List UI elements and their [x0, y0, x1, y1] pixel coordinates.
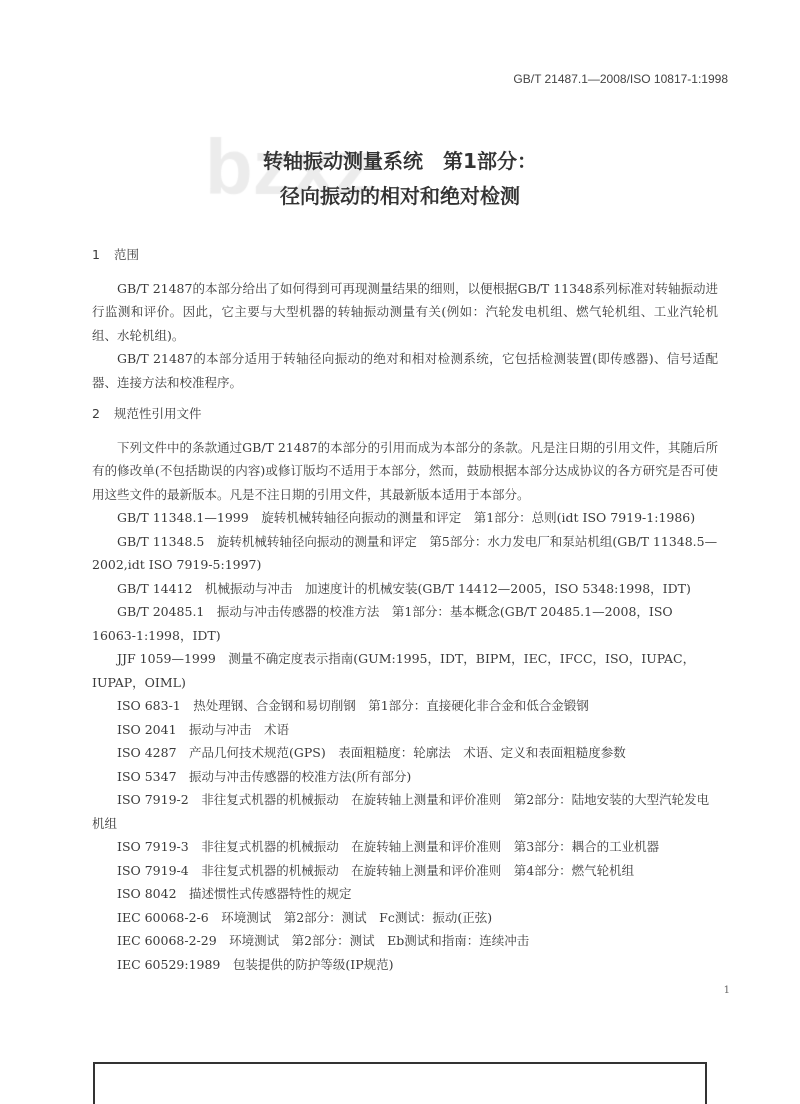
reference-item: JJF 1059—1999 测量不确定度表示指南(GUM:1995，IDT，BIPM，IEC，IFCC，ISO，IUPAC，IUPAP，OIML)	[92, 651, 696, 690]
document-title-line2: 径向振动的相对和绝对检测	[280, 184, 520, 208]
reference-item: ISO 2041 振动与冲击 术语	[117, 721, 290, 737]
section-title: 范围	[113, 247, 139, 262]
reference-item: ISO 7919-3 非往复式机器的机械振动 在旋转轴上测量和评价准则 第3部分：耦合的工业机器	[117, 839, 660, 854]
reference-item: ISO 683-1 热处理钢、合金钢和易切削钢 第1部分：直接硬化非合金和低合金锻钢	[117, 698, 589, 713]
reference-item: ISO 8042 描述惯性式传感器特性的规定	[117, 886, 352, 901]
section-scope	[92, 243, 718, 394]
reference-item: IEC 60529:1989 包装提供的防护等级(IP规范)	[117, 956, 394, 972]
reference-item: GB/T 11348.5 旋转机械转轴径向振动的测量和评定 第5部分：水力发电厂和泵站机组(GB/T 11348.5—2002,idt ISO 7919-5:1997)	[92, 533, 718, 572]
reference-item: GB/T 14412 机械振动与冲击 加速度计的机械安装(GB/T 14412—2005，ISO 5348:1998，IDT)	[117, 580, 691, 596]
paragraph: GB/T 21487的本部分适用于转轴径向振动的绝对和相对检测系统，它包括检测装置(即传感器)、信号适配器、连接方法和校准程序。	[92, 351, 718, 390]
section-number: 1	[92, 247, 100, 262]
reference-item: ISO 7919-4 非往复式机器的机械振动 在旋转轴上测量和评价准则 第4部分：燃气轮机组	[117, 862, 635, 878]
page-number: 1	[723, 985, 730, 996]
paragraph: GB/T 21487的本部分给出了如何得到可再现测量结果的细则，以便根据GB/T 11348系列标准对转轴振动进行监测和评价。因此，它主要与大型机器的转轴振动测量有关(例如：汽轮发电机组、燃气轮机组、工业汽轮机组、水轮机组)。	[92, 280, 718, 343]
paragraph: 下列文件中的条款通过GB/T 21487的本部分的引用而成为本部分的条款。凡是注日期的引用文件，其随后所有的修改单(不包括勘误的内容)或修订版均不适用于本部分，然而，鼓励根据本部分达成协议的各方研究是否可使用这些文件的最新版本。凡是不注日期的引用文件，其最新版本适用于本部分。	[92, 439, 718, 502]
reference-item: GB/T 11348.1—1999 旋转机械转轴径向振动的测量和评定 第1部分：总则(idt ISO 7919-1:1986)	[117, 510, 696, 525]
reference-list	[92, 506, 718, 976]
document-title-line1: 转轴振动测量系统 第1部分：	[263, 149, 537, 173]
watermark	[200, 125, 500, 225]
section-number: 2	[92, 406, 100, 421]
reference-item: IEC 60068-2-29 环境测试 第2部分：测试 Eb测试和指南：连续冲击	[117, 933, 530, 948]
document-body	[92, 243, 730, 998]
standard-number-header: GB/T 21487.1—2008/ISO 10817-1:1998	[513, 72, 728, 86]
reference-item: ISO 7919-2 非往复式机器的机械振动 在旋转轴上测量和评价准则 第2部分：陆地安装的大型汽轮发电机组	[92, 792, 710, 831]
reference-item: IEC 60068-2-6 环境测试 第2部分：测试 Fc测试：振动(正弦)	[117, 909, 493, 925]
reference-item: ISO 5347 振动与冲击传感器的校准方法(所有部分)	[117, 768, 412, 784]
section-title: 规范性引用文件	[113, 406, 202, 421]
reference-item: ISO 4287 产品几何技术规范(GPS) 表面粗糙度：轮廓法 术语、定义和表面粗糙度参数	[117, 745, 626, 760]
reference-item: GB/T 20485.1 振动与冲击传感器的校准方法 第1部分：基本概念(GB/T 20485.1—2008，ISO 16063-1:1998，IDT)	[92, 604, 673, 643]
section-normative-references	[92, 402, 718, 976]
section-heading	[92, 402, 718, 426]
footer-box	[93, 1062, 707, 1104]
section-heading	[92, 243, 718, 267]
